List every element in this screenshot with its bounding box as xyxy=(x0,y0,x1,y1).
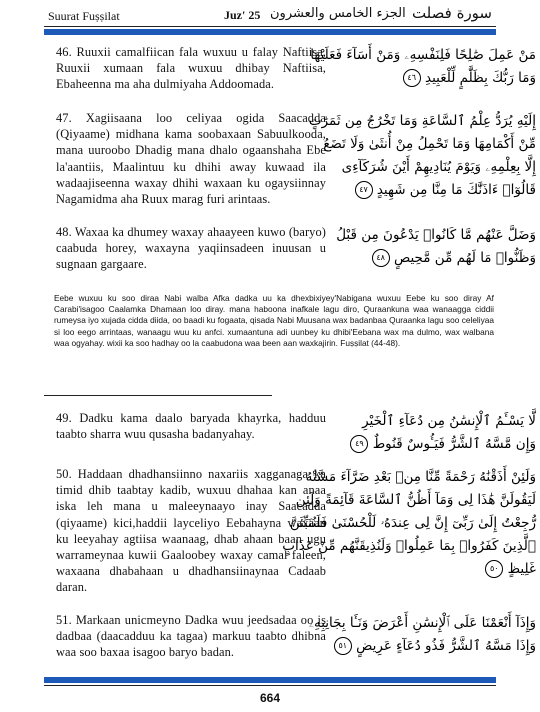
arabic-line-text: وَإِن مَّسَّهُ ٱلشَّرُّ فَيَـُٔوسٌ قَنُوطٌ xyxy=(372,436,536,452)
verse-number-marker: ٥١ xyxy=(334,637,352,655)
verse-number-marker: ٤٩ xyxy=(350,435,368,453)
verse-number-marker: ٥٠ xyxy=(485,560,503,578)
juz-label-arabic: الجزء الخامس والعشرون xyxy=(270,6,406,21)
verse-translation: 48. Waxaa ka dhumey waxay ahaayeen kuwo (baryo) caabuda horey, waxayna yaqiinsadeen inuusan u sugnaan gargaare. xyxy=(56,225,326,272)
verse-arabic xyxy=(336,224,536,270)
arabic-line-text: وَظَنُّوا۟ مَا لَهُم مِّن مَّحِيصٍ xyxy=(393,250,536,266)
verse-translation: 51. Markaan unicmeyno Dadka wuu jeedsadaa oo is dadbaa (daacadduu ka tagaa) markuu taabto dhibna waa soo baxaa isagoo baryo badan. xyxy=(56,613,326,660)
arabic-line-text: وَإِذَا مَسَّهُ ٱلشَّرُّ فَذُو دُعَآءٍ عَرِيضٍ xyxy=(356,638,536,654)
arabic-line-text: قَالُوٓا۟ ءَاذَنَّٰكَ مَا مِنَّا مِن شَهِيدٍ xyxy=(376,182,536,198)
verse-translation: 47. Xagiisaana loo celiyaa ogida Saacadda (Qiyaame) midhana kama soobaxaan Sabuulkooda, mana uuroobo Dhadig mana dhalo ogaanshaha Ebe la'aantiis, Maalintuu ku dhihi away kuwaad ila wadaajiseenna waxay dhihi waxaan ku ogaysiinnay Nagamidma aha Ruux marag furi arintaas. xyxy=(56,111,326,207)
verse-arabic xyxy=(336,410,536,456)
arabic-line xyxy=(336,635,536,658)
page-header xyxy=(0,4,540,28)
header-blue-bar xyxy=(44,29,496,35)
arabic-line: ٱلَّذِينَ كَفَرُوا۟ بِمَا عَمِلُوا۟ وَلَنُذِيقَنَّهُم مِّنْ عَذَابٍ xyxy=(282,538,536,554)
arabic-line xyxy=(336,67,536,90)
arabic-line: وَضَلَّ عَنْهُم مَّا كَانُوا۟ يَدْعُونَ مِن قَبْلُ xyxy=(336,227,536,243)
verse-translation: 46. Ruuxii camalfiican fala wuxuu u falay Naftiisa, Ruuxii xumaan fala wuxuu dhibay Naftiisa, Ebaheenna ma aha dulmiyaha Addoomada. xyxy=(56,45,326,92)
commentary-footnote: Eebe wuxuu ku soo diraa Nabi walba Afka dadka uu ka dhexbixiyey'Nabigana wuxuu Eebe ku soo diray Af Carabi'isagoo Caalamka Dhamaan loo diray. mana haboona inafkale lagu diro, Quraankuna waa wanaagga ciddii rumeysa iyo xujada cidda diida, oo baadi ku fogaata, qisada Nabi Muusana wax badanbaa Quraanka lagu soo celeliyaa si loo eego arrintaas, wanaagu wuu ku anfci. xumaantuna adi uunbey ku dhibi'Eebana wax ma dulmo, wax walbana waa ogyahay. wixii ka soo hadhay oo la caabudona waa been aan waxkajirin. Fuṣṣilat (44-48). xyxy=(54,293,494,348)
arabic-line xyxy=(336,433,536,456)
arabic-line: رُّجِعْتُ إِلَىٰ رَبِّىٓ إِنَّ لِى عِندَهُۥ لَلْحُسْنَىٰ فَلَنُنَبِّئَنَّ xyxy=(289,515,536,531)
arabic-line xyxy=(336,558,536,581)
verse-translation: 49. Dadku kama daalo baryada khayrka, hadduu taabto sharra wuu qusasha badanyahay. xyxy=(56,411,326,442)
arabic-line: مِّنْ أَكْمَامِهَا وَمَا تَحْمِلُ مِنْ أُنثَىٰ وَلَا تَضَعُ xyxy=(323,136,536,152)
surah-name-arabic: سورة فصلت xyxy=(411,4,492,22)
verse-number-marker: ٤٧ xyxy=(355,181,373,199)
arabic-line: وَإِذَآ أَنْعَمْنَا عَلَى ٱلْإِنسَٰنِ أَعْرَضَ وَنَـَٔا بِجَانِبِهِۦ xyxy=(308,615,536,631)
verse-arabic xyxy=(308,110,536,202)
footer-blue-bar xyxy=(44,677,496,683)
footer-rule xyxy=(44,685,496,686)
verse-number-marker: ٤٦ xyxy=(403,69,421,87)
verse-arabic xyxy=(310,44,536,90)
arabic-line xyxy=(336,247,536,270)
verse-translation: 50. Haddaan dhadhansiinno naxariis xagganaga ka timid dhib taabtay kadib, wuxuu dhahaa kan anaa iska leh mana u maleeynaayo inay Saacadda (qiyaame) kici,haddii layceliyo Eebahayna waxaan ku leeyahay agtiisa waanaag, dhab ahaan baan ugu warrameynaa kuwii Gaaloobey waxay camal faleen, waxaana dhabahaan u dhadhansiinaynaa Cadaab daran. xyxy=(56,467,326,595)
arabic-line: لَيَقُولَنَّ هَٰذَا لِى وَمَآ أَظُنُّ ٱلسَّاعَةَ قَآئِمَةً وَلَئِن xyxy=(295,492,536,508)
arabic-line-text: غَلِيظٍ xyxy=(507,561,536,577)
verse-arabic xyxy=(308,612,536,658)
section-separator xyxy=(44,395,272,396)
verse-arabic xyxy=(282,466,536,581)
surah-name-english: Suurat Fuṣṣilat xyxy=(48,9,120,23)
page-number: 664 xyxy=(259,691,281,705)
header-rule xyxy=(44,26,496,27)
arabic-line-text: وَمَا رَبُّكَ بِظَلَّٰمٍ لِّلْعَبِيدِ xyxy=(424,70,536,86)
arabic-line xyxy=(336,179,536,202)
arabic-line: إِلَّا بِعِلْمِهِۦ وَيَوْمَ يُنَادِيهِمْ أَيْنَ شُرَكَآءِى xyxy=(341,159,536,175)
arabic-line: لَّا يَسْـَٔمُ ٱلْإِنسَٰنُ مِن دُعَآءِ ٱلْخَيْرِ xyxy=(362,413,536,429)
verse-number-marker: ٤٨ xyxy=(372,249,390,267)
arabic-line: وَلَئِنْ أَذَقْنَٰهُ رَحْمَةً مِّنَّا مِنۢ بَعْدِ ضَرَّآءَ مَسَّتْهُ xyxy=(305,469,536,485)
arabic-line: إِلَيْهِ يُرَدُّ عِلْمُ ٱلسَّاعَةِ وَمَا تَخْرُجُ مِن ثَمَرَٰتٍ xyxy=(308,113,536,129)
arabic-line: مَنْ عَمِلَ صَٰلِحًا فَلِنَفْسِهِۦ وَمَنْ أَسَآءَ فَعَلَيْهَا xyxy=(310,47,536,63)
juz-label: Juz' 25 xyxy=(224,8,261,22)
